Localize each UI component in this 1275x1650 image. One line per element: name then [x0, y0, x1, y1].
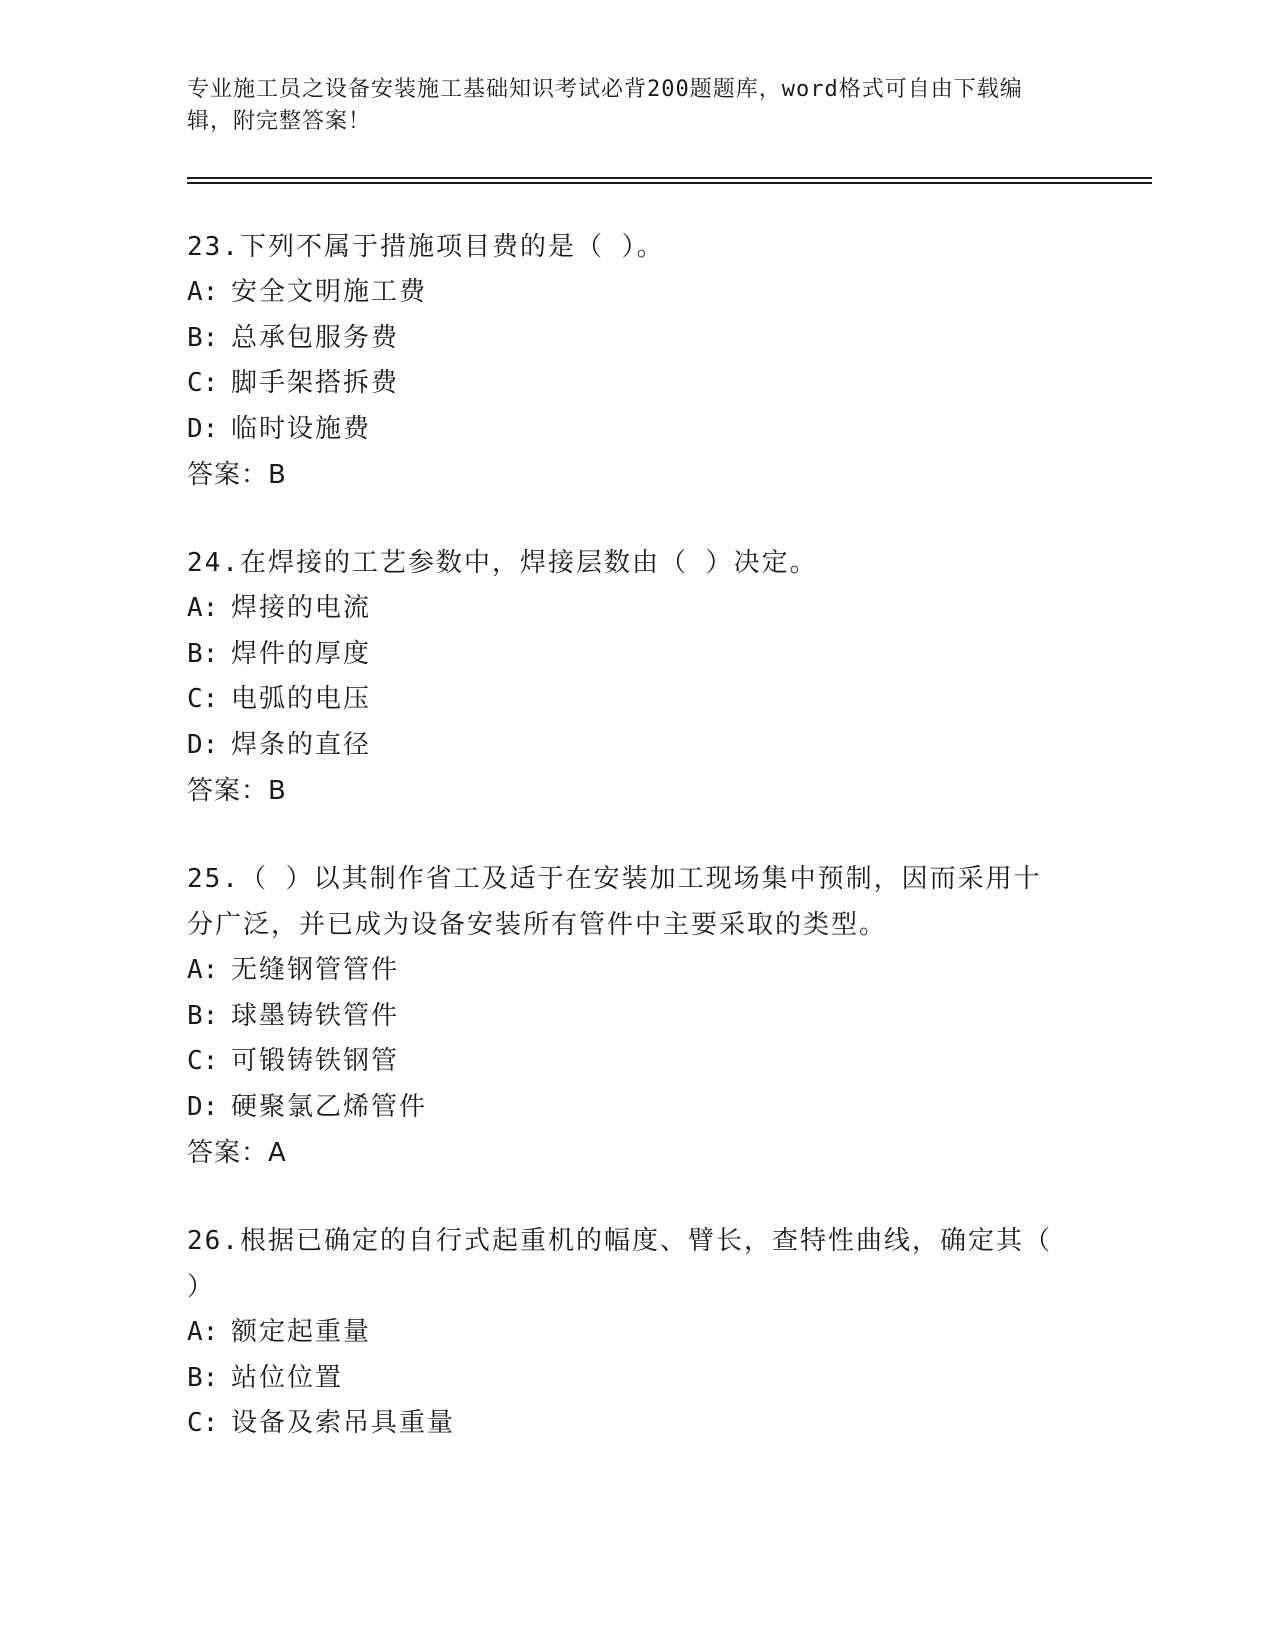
- option-d: [187, 723, 1067, 769]
- option-text: 临时设施费: [231, 413, 372, 444]
- option-text: 设备及索吊具重量: [231, 1408, 456, 1438]
- option-key: A:: [187, 955, 219, 985]
- option-b: [187, 632, 1067, 678]
- question-stem: 23.下列不属于措施项目费的是（ ）。: [187, 232, 665, 262]
- option-c: [187, 677, 1067, 723]
- option-text: 焊条的直径: [231, 729, 372, 760]
- option-a: [187, 586, 1067, 632]
- option-key: A:: [187, 277, 219, 307]
- question-26: [187, 1218, 1067, 1447]
- option-key: B:: [187, 1000, 219, 1031]
- option-text: 额定起重量: [231, 1317, 372, 1347]
- option-a: [187, 1310, 1067, 1356]
- header-divider-bottom: [187, 182, 1152, 184]
- option-text: 硬聚氯乙烯管件: [231, 1091, 428, 1122]
- option-key: C:: [187, 1046, 219, 1076]
- question-stem: 26.根据已确定的自行式起重机的幅度、臂长，查特性曲线，确定其（ ）: [187, 1226, 1052, 1302]
- answer: 答案：B: [187, 460, 287, 490]
- option-key: B:: [187, 322, 219, 353]
- option-text: 电弧的电压: [231, 684, 372, 714]
- option-key: C:: [187, 1408, 219, 1438]
- header-divider-top: [187, 177, 1152, 179]
- option-key: A:: [187, 593, 219, 623]
- option-b: [187, 1356, 1067, 1402]
- option-text: 焊接的电流: [231, 593, 372, 623]
- option-c: [187, 361, 1067, 407]
- option-key: B:: [187, 638, 219, 669]
- option-key: B:: [187, 1362, 219, 1393]
- answer: 答案：B: [187, 776, 287, 806]
- option-d: [187, 407, 1067, 453]
- option-key: D:: [187, 729, 219, 760]
- option-key: C:: [187, 684, 219, 714]
- option-b: [187, 316, 1067, 362]
- option-a: [187, 270, 1067, 316]
- option-b: [187, 994, 1067, 1040]
- answer: 答案：A: [187, 1138, 287, 1168]
- option-d: [187, 1085, 1067, 1131]
- option-text: 可锻铸铁钢管: [231, 1046, 400, 1076]
- option-text: 球墨铸铁管件: [231, 1000, 400, 1031]
- option-text: 脚手架搭拆费: [231, 368, 400, 398]
- question-stem: 24.在焊接的工艺参数中，焊接层数由（ ）决定。: [187, 548, 818, 578]
- question-23: [187, 224, 1067, 498]
- option-key: A:: [187, 1317, 219, 1347]
- option-c: [187, 1039, 1067, 1085]
- question-stem: 25.（ ）以其制作省工及适于在安装加工现场集中预制，因而采用十分广泛，并已成为设备安装所有管件中主要采取的类型。: [187, 864, 1042, 940]
- document-title: 专业施工员之设备安装施工基础知识考试必背200题题库，word格式可自由下载编辑，附完整答案！: [187, 77, 1023, 134]
- option-key: C:: [187, 368, 219, 398]
- option-text: 无缝钢管管件: [231, 955, 400, 985]
- option-text: 总承包服务费: [231, 322, 400, 353]
- question-25: [187, 856, 1067, 1176]
- option-text: 站位位置: [231, 1362, 344, 1393]
- option-a: [187, 948, 1067, 994]
- question-24: [187, 540, 1067, 814]
- option-text: 安全文明施工费: [231, 277, 428, 307]
- option-key: D:: [187, 1091, 219, 1122]
- option-key: D:: [187, 413, 219, 444]
- option-text: 焊件的厚度: [231, 638, 372, 669]
- option-c: [187, 1401, 1067, 1447]
